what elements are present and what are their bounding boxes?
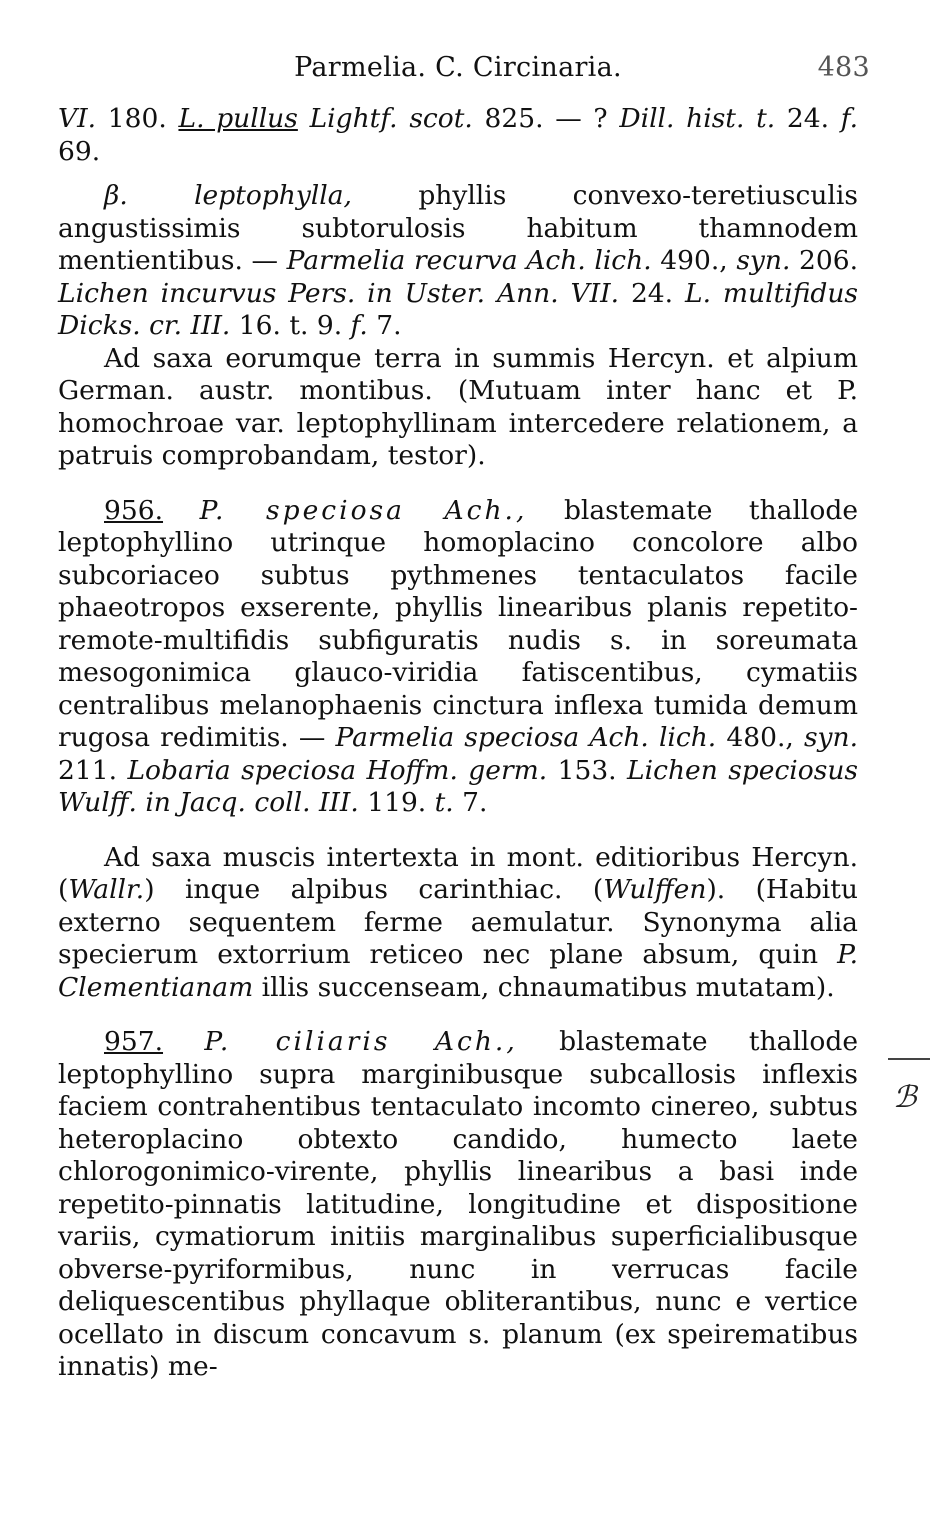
page [58, 52, 870, 1384]
text-segment: Parmelia recurva Ach. lich. [286, 245, 652, 276]
text-segment: blastemate thallode leptophyllino supra marginibusque subcallosis inflexis faciem contrahentibus tentaculato incomto cinereo, subtus heteroplacino obtexto candido, humecto laete chlorogonimico-virente, phyllis linearibus a basi inde repetito-pinnatis latitudine, longitudine et dispositione variis, cymatiorum initiis marginalibus superficialibusque obverse-pyriformibus, nunc in verrucas facile deliquescentibus phyllaque obliterantibus, nunc e vertice ocellato in discum concavum s. planum (ex speirematibus innatis) me- [58, 1026, 858, 1382]
text-segment: 153. [547, 754, 628, 786]
paragraph-synonyms-pullus [58, 103, 858, 168]
text-segment: blastemate thallode leptophyllino utrinque homoplacino concolore albo subcoriaceo subtus pythmenes tentaculatos facile phaeotropos exserente, phyllis linearibus planis repetito-remote-multifidis subfiguratis nudis s. in soreumata mesogonimica glauco-viridia fatiscentibus, cymatiis centralibus melanophaenis cinctura inflexa tumida demum rugosa redimitis. — [58, 494, 858, 753]
text-segment: Lichen speciosus Wulff. in Jacq. coll. III. [58, 754, 858, 818]
text-segment: 16. t. 9. [230, 310, 351, 341]
text-segment: 490., [651, 245, 737, 276]
text-segment: P. speciosa Ach., [199, 494, 528, 526]
text-segment: L. pullus [178, 103, 298, 134]
text-segment: ) inque alpibus carinthiac. ( [144, 874, 604, 905]
text-segment [163, 1026, 204, 1057]
text-segment: 24. [619, 277, 685, 309]
entry-957-ciliaris [58, 1026, 858, 1384]
text-segment: illis succenseam, chnaumatibus mutatam). [253, 971, 835, 1003]
text-segment [163, 495, 200, 526]
margin-rule [888, 1058, 930, 1060]
text-segment: Ad saxa muscis intertexta in mont. editioribus Hercyn. ( [58, 841, 858, 905]
entry-956-speciosa [58, 495, 858, 820]
text-segment: phyllis convexo-teretiusculis angustissimis subtorulosis habitum thamnodem mentientibus. — [58, 180, 858, 276]
text-segment: 480., [716, 722, 804, 753]
text-segment: 825. — ? [472, 103, 620, 134]
text-segment: 119. [358, 787, 435, 818]
text-segment: 211. [58, 754, 128, 786]
text-segment: Lichen incurvus Pers. in Uster. Ann. VII. [58, 277, 620, 309]
text-segment: 7. [367, 310, 402, 341]
text-segment: syn. [803, 722, 858, 753]
paragraph-habitat-speciosa [58, 842, 858, 1005]
text-segment: 69. [58, 135, 101, 167]
text-segment: L. multifidus Dicks. cr. III. [58, 277, 858, 341]
text-segment: ). (Habitu externo sequentem ferme aemulatur. Synonyma alia specierum extorrium reticeo nec plane absum, quin [58, 874, 859, 970]
header-title: Parmelia. C. Circinaria. [294, 52, 622, 83]
running-header [58, 52, 870, 83]
text-segment: 956. [104, 494, 164, 526]
text-segment: VI. [58, 103, 97, 134]
text-segment: f. [840, 103, 859, 134]
text-segment: f. [350, 310, 368, 341]
paragraph-habitat-leptophylla [58, 343, 858, 473]
text-segment: Ad saxa eorumque terra in summis Hercyn. et alpium German. austr. montibus. (Mutuam inter hanc et P. homochroae var. leptophyllinam intercedere relationem, a patruis comprobandam, testor). [58, 342, 858, 471]
text-segment: Wulffen [603, 874, 707, 905]
text-segment: β. leptophylla, [104, 180, 352, 211]
text-segment: 24. [775, 103, 841, 134]
margin-annotation: ℬ [893, 1080, 917, 1115]
text-segment: t. [434, 787, 454, 818]
text-segment: Dill. hist. t. [619, 103, 776, 134]
text-segment: 957. [104, 1026, 164, 1057]
text-segment: Parmelia speciosa Ach. lich. [335, 722, 717, 753]
text-segment: Lobaria speciosa Hoffm. germ. [127, 754, 548, 786]
text-segment: Wallr. [68, 874, 145, 905]
paragraph-variety-leptophylla [58, 180, 858, 343]
text-segment: P. ciliaris Ach., [204, 1026, 518, 1057]
page-number: 483 [817, 52, 870, 83]
text-segment: 7. [453, 787, 488, 818]
text-segment: 180. [96, 103, 179, 134]
text-segment: Lightf. scot. [297, 103, 473, 134]
text-segment: P. Clementianam [58, 939, 858, 1003]
text-segment: syn. [736, 245, 791, 276]
text-segment: 206. [790, 245, 858, 276]
